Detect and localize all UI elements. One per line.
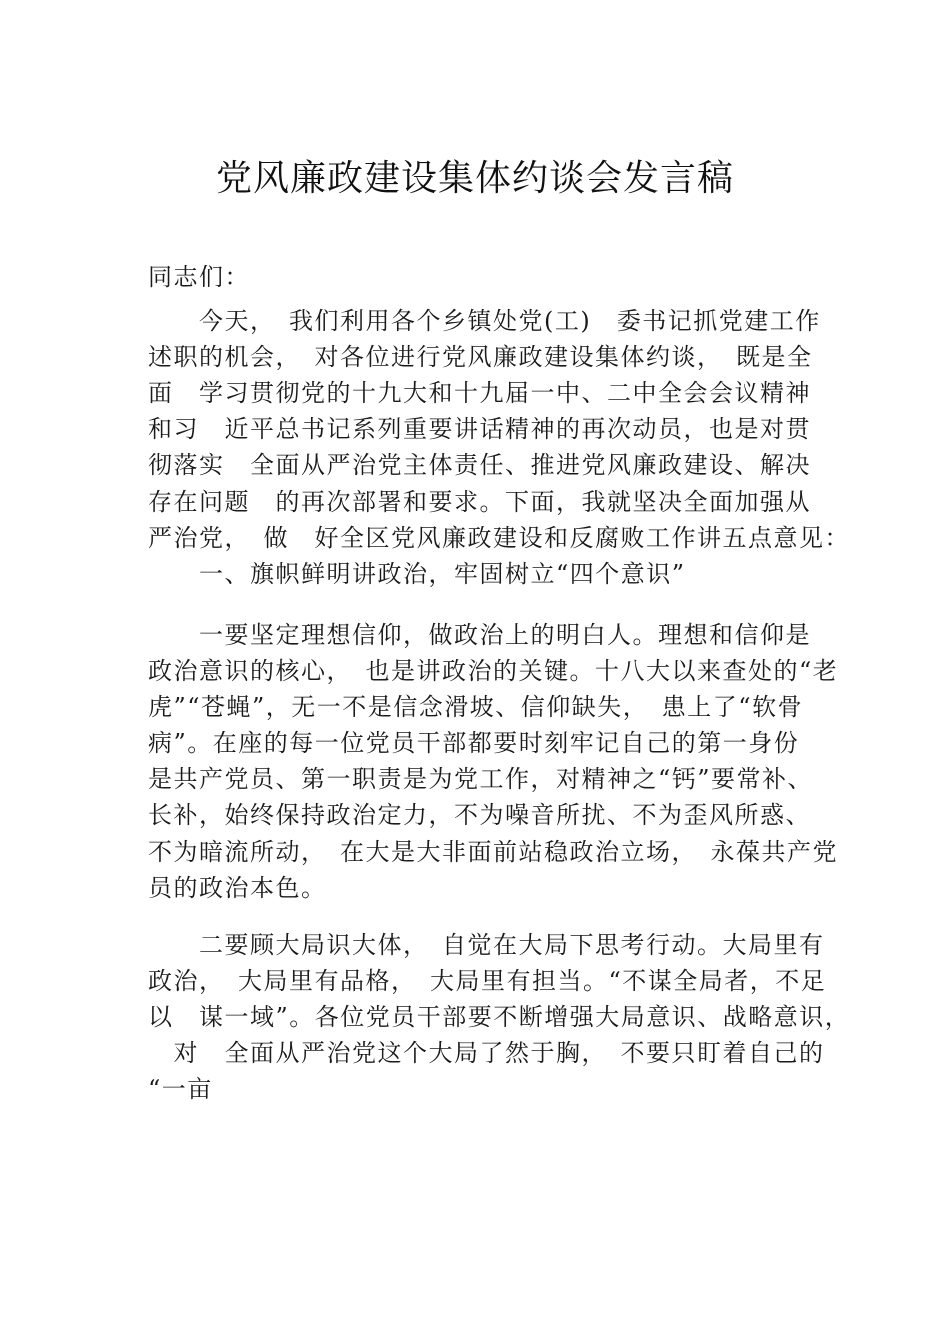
- text-line: 不为暗流所动， 在大是大非面前站稳政治立场， 永葆共产党: [148, 838, 838, 866]
- text-line: 和习 近平总书记系列重要讲话精神的再次动员，也是对贯: [148, 415, 811, 443]
- text-line: 彻落实 全面从严治党主体责任、推进党风廉政建设、解决: [148, 451, 811, 479]
- text-line: 同志们：: [148, 263, 250, 291]
- text-line: 病”。在座的每一位党员干部都要时刻牢记自己的第一身份: [148, 729, 800, 757]
- text-line: 面 学习贯彻党的十九大和十九届一中、二中全会会议精神: [148, 379, 811, 407]
- text-line: 政治意识的核心， 也是讲政治的关键。十八大以来查处的“老: [148, 657, 839, 685]
- text-line: 述职的机会， 对各位进行党风廉政建设集体约谈， 既是全: [148, 343, 813, 371]
- text-line: 长补，始终保持政治定力，不为噪音所扰、不为歪风所惑、: [148, 801, 811, 829]
- text-line: 对 全面从严治党这个大局了然于胸， 不要只盯着自己的: [148, 1039, 825, 1067]
- section-heading: 一、旗帜鲜明讲政治，牢固树立“四个意识”: [148, 560, 686, 588]
- text-line: “一亩: [148, 1075, 213, 1103]
- document-title: 党风廉政建设集体约谈会发言稿: [215, 158, 734, 199]
- text-line: 以 谋一域”。各位党员干部要不断增强大局意识、战略意识，: [148, 1003, 851, 1031]
- text-line: 存在问题 的再次部署和要求。下面，我就坚决全面加强从: [148, 488, 811, 516]
- text-line: 员的政治本色。: [148, 874, 327, 902]
- text-line: 政治， 大局里有品格， 大局里有担当。“不谋全局者，不足: [148, 967, 827, 995]
- text-line: 今天， 我们利用各个乡镇处党(工) 委书记抓党建工作: [148, 307, 821, 335]
- text-line: 一要坚定理想信仰，做政治上的明白人。理想和信仰是: [148, 621, 811, 649]
- text-line: 严治党， 做 好全区党风廉政建设和反腐败工作讲五点意见：: [148, 524, 850, 552]
- text-line: 是共产党员、第一职责是为党工作，对精神之“钙”要常补、: [148, 765, 814, 793]
- text-line: 二要顾大局识大体， 自觉在大局下思考行动。大局里有: [148, 931, 825, 959]
- text-line: 虎”“苍蝇”，无一不是信念滑坡、信仰缺失， 患上了“软骨: [148, 693, 804, 721]
